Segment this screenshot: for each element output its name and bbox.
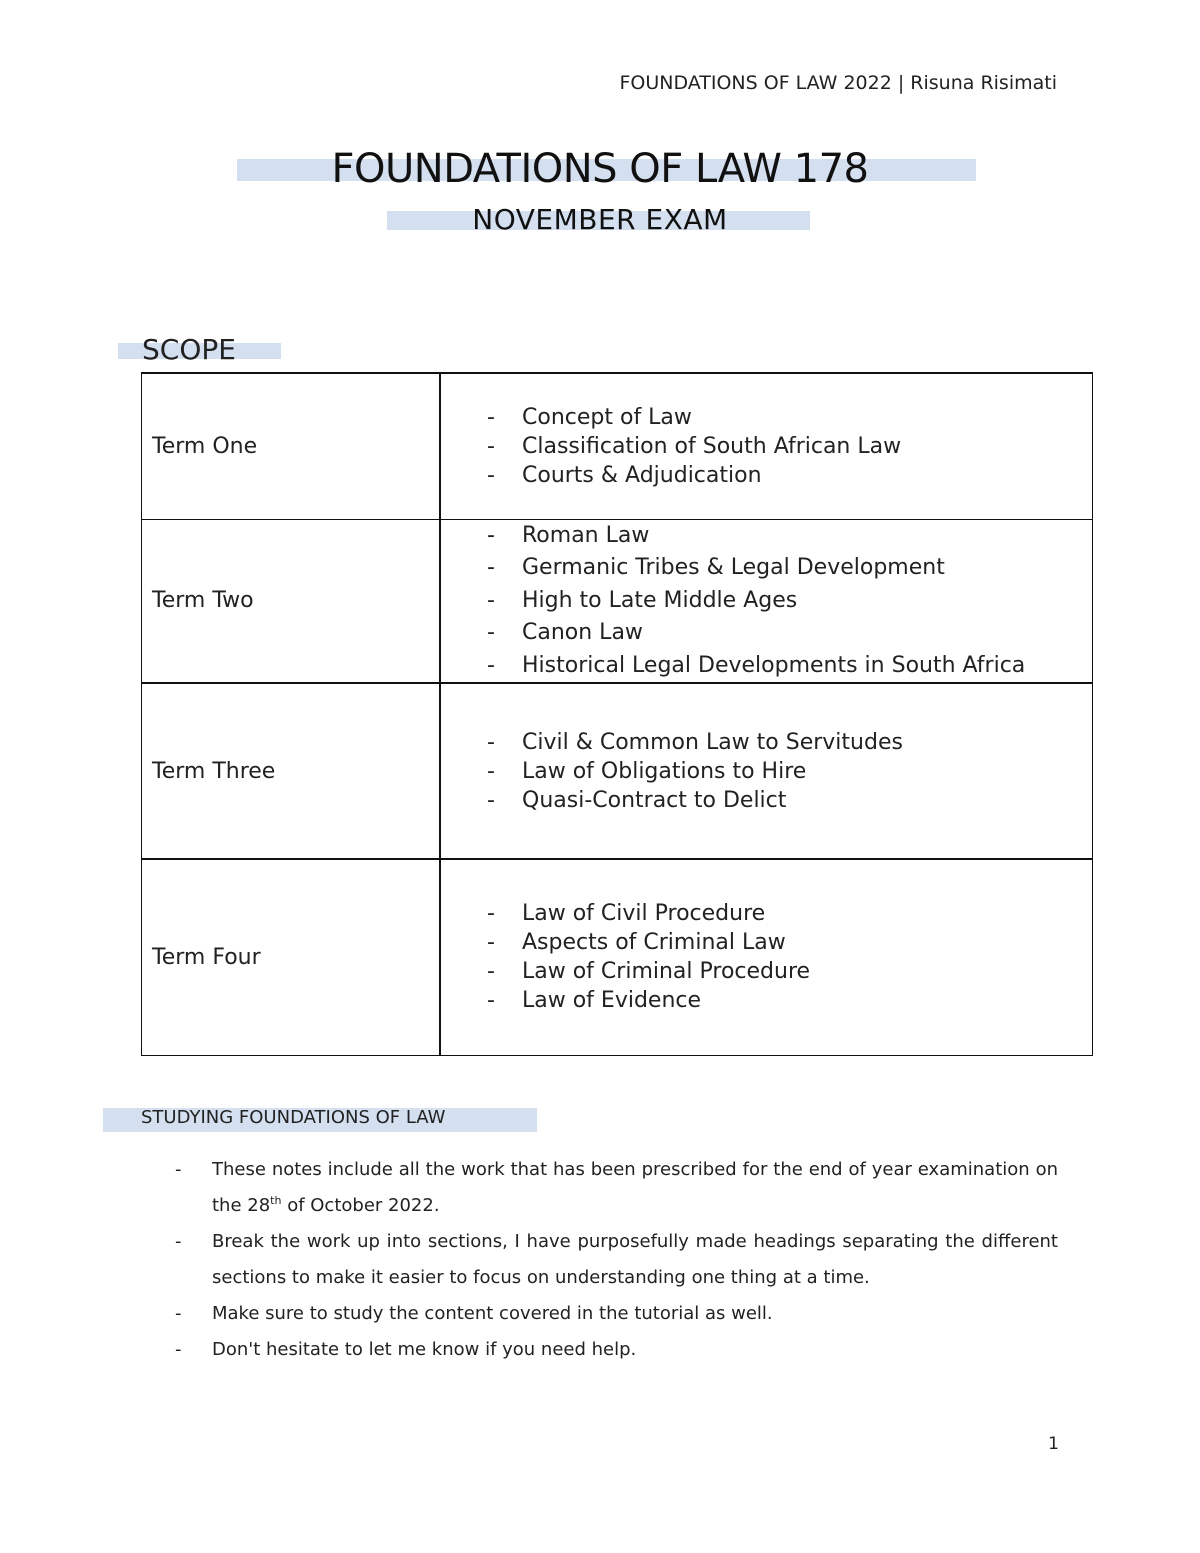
topic-list [487, 899, 1092, 1015]
list-item: - Germanic Tribes & Legal Development [487, 552, 1092, 585]
term-label: Term One [142, 373, 441, 519]
list-item: - Historical Legal Developments in South Africa [487, 650, 1092, 683]
list-item: - Don't hesitate to let me know if you need help. [175, 1332, 1058, 1368]
table-row [142, 519, 1093, 683]
table-row [142, 683, 1093, 859]
page-title: FOUNDATIONS OF LAW 178 [331, 146, 869, 192]
topic-list [487, 403, 1092, 490]
page-subtitle: NOVEMBER EXAM [472, 203, 728, 236]
topic-list [487, 728, 1092, 815]
term-label: Term Four [142, 859, 441, 1055]
list-item: - Law of Criminal Procedure [487, 957, 1092, 986]
ordinal-suffix: th [270, 1194, 282, 1207]
topic-list [487, 520, 1092, 683]
list-item: - Aspects of Criminal Law [487, 928, 1092, 957]
term-label: Term Two [142, 519, 441, 683]
running-header: FOUNDATIONS OF LAW 2022 | Risuna Risimati [619, 72, 1057, 94]
note-text: These notes include all the work that has been prescribed for the end of year examination on the 28 [212, 1159, 1058, 1216]
table-row [142, 859, 1093, 1055]
list-item: - High to Late Middle Ages [487, 585, 1092, 618]
scope-heading: SCOPE [142, 333, 236, 366]
note-text: of October 2022. [281, 1195, 440, 1216]
topic-cell [440, 859, 1093, 1055]
topic-cell [440, 519, 1093, 683]
list-item: - Courts & Adjudication [487, 461, 1092, 490]
term-label: Term Three [142, 683, 441, 859]
list-item [175, 1152, 1058, 1224]
topic-cell [440, 373, 1093, 519]
study-notes-list [175, 1152, 1058, 1368]
list-item: - Make sure to study the content covered in the tutorial as well. [175, 1296, 1058, 1332]
studying-heading: STUDYING FOUNDATIONS OF LAW [141, 1107, 446, 1128]
list-item: - Quasi-Contract to Delict [487, 786, 1092, 815]
list-item: - Law of Civil Procedure [487, 899, 1092, 928]
page-number: 1 [1048, 1434, 1059, 1454]
list-item: - Roman Law [487, 520, 1092, 553]
topic-cell [440, 683, 1093, 859]
scope-table [141, 372, 1093, 1056]
table-row [142, 373, 1093, 519]
list-item: - Law of Obligations to Hire [487, 757, 1092, 786]
list-item: - Classification of South African Law [487, 432, 1092, 461]
list-item: - Civil & Common Law to Servitudes [487, 728, 1092, 757]
list-item: - Law of Evidence [487, 986, 1092, 1015]
list-item: - Concept of Law [487, 403, 1092, 432]
list-item: - Canon Law [487, 617, 1092, 650]
list-item: - Break the work up into sections, I have purposefully made headings separating the different sections to make it easier to focus on understanding one thing at a time. [175, 1224, 1058, 1296]
